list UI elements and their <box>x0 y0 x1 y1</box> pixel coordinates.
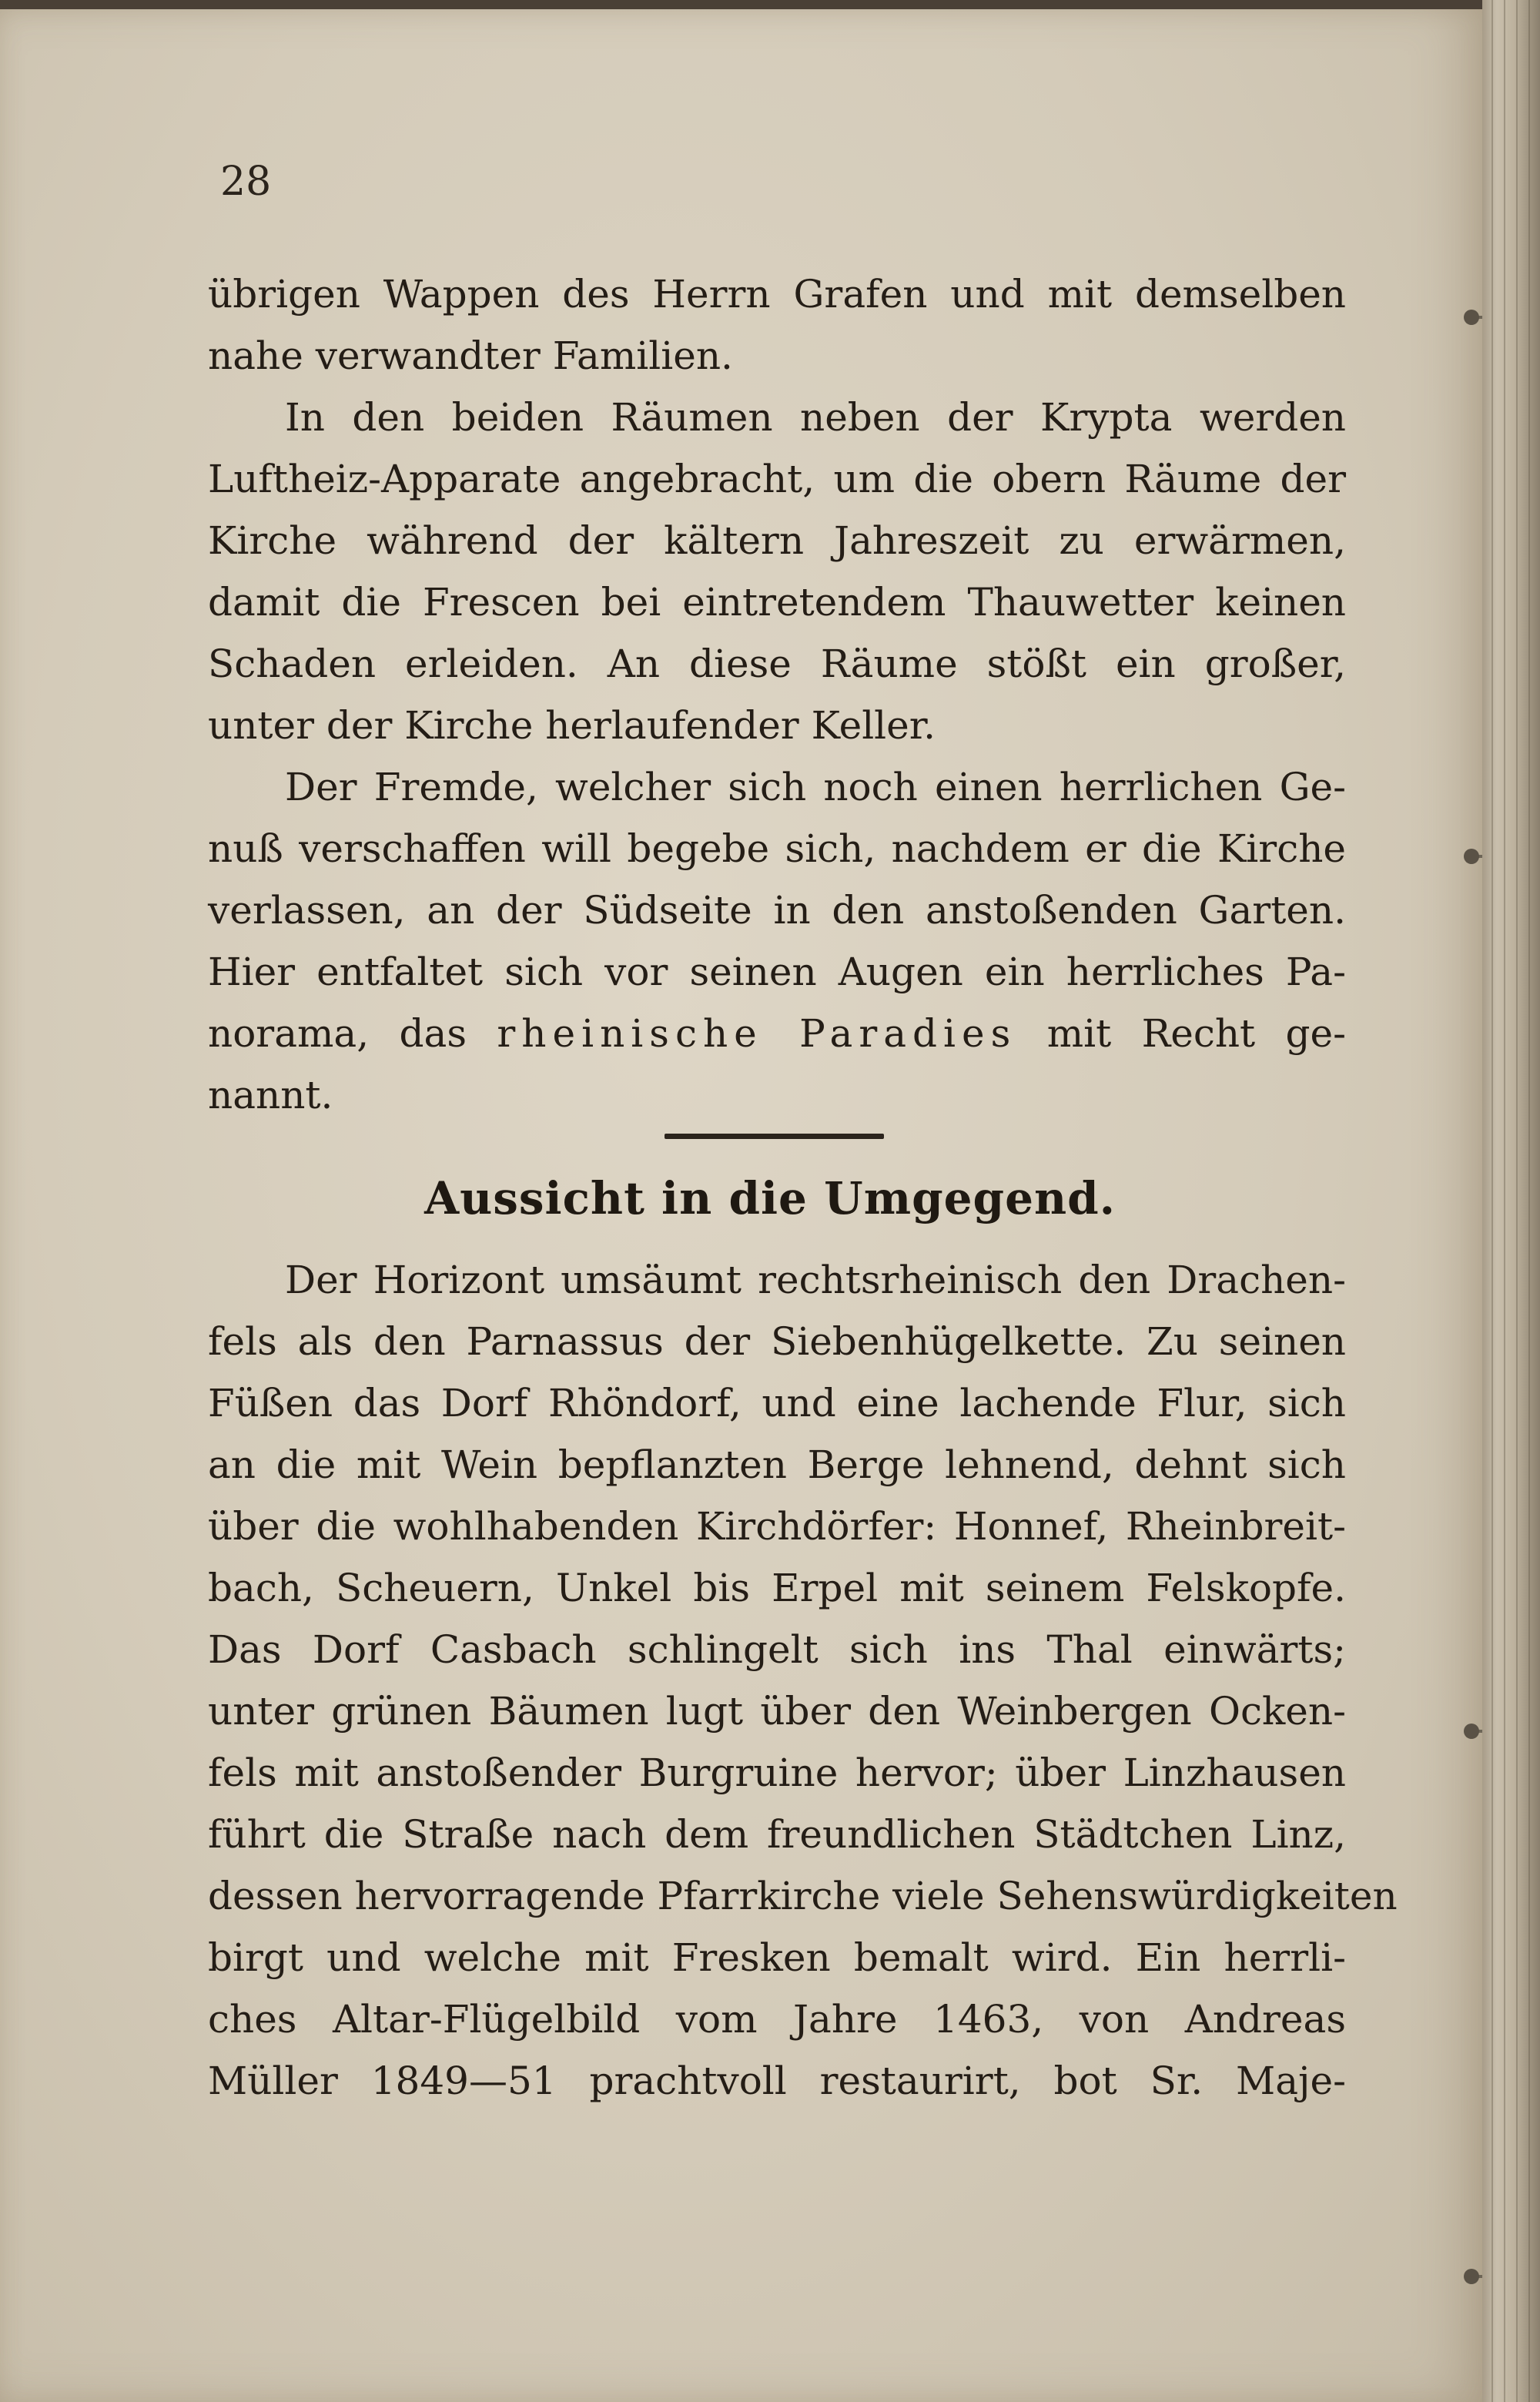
section-divider <box>665 1134 884 1139</box>
text-line: Schaden erleiden. An diese Räume stößt ein großer, <box>208 642 1346 686</box>
text-segment: mit Recht ge- <box>1046 1011 1347 1056</box>
text-line: fels als den Parnassus der Siebenhügelkette. Zu seinen <box>208 1319 1346 1364</box>
text-line: dessen hervorragende Pfarrkirche viele Sehenswürdigkeiten <box>208 1874 1398 1918</box>
page-stack-edge <box>1482 0 1540 2402</box>
text-line: In den beiden Räumen neben der Krypta werden <box>285 395 1346 440</box>
text-line: nannt. <box>208 1073 333 1117</box>
text-line: Füßen das Dorf Rhöndorf, und eine lachende Flur, sich <box>208 1381 1346 1425</box>
top-shadow-strip <box>0 0 1482 9</box>
text-line: birgt und welche mit Fresken bemalt wird. Ein herrli- <box>208 1935 1346 1980</box>
text-line: ches Altar-Flügelbild vom Jahre 1463, von Andreas <box>208 1997 1346 2042</box>
text-line: an die mit Wein bepflanzten Berge lehnend, dehnt sich <box>208 1442 1346 1487</box>
section-heading: Aussicht in die Umgegend. <box>424 1172 1116 1224</box>
text-line: unter der Kirche herlaufender Keller. <box>208 703 936 748</box>
text-block-upper <box>208 263 1346 1126</box>
text-line: führt die Straße nach dem freundlichen Städtchen Linz, <box>208 1812 1346 1857</box>
emphasized-text: rheinische Paradies <box>497 1011 1017 1056</box>
text-segment: norama, das <box>208 1011 467 1056</box>
text-line: unter grünen Bäumen lugt über den Weinbergen Ocken- <box>208 1689 1346 1734</box>
text-line: über die wohlhabenden Kirchdörfer: Honnef, Rheinbreit- <box>208 1504 1346 1549</box>
text-line: Luftheiz-Apparate angebracht, um die obern Räume der <box>208 457 1346 501</box>
text-line: fels mit anstoßender Burgruine hervor; über Linzhausen <box>208 1750 1346 1795</box>
text-line: Das Dorf Casbach schlingelt sich ins Thal einwärts; <box>208 1627 1346 1672</box>
text-line: Hier entfaltet sich vor seinen Augen ein herrliches Pa- <box>208 950 1346 994</box>
text-line: übrigen Wappen des Herrn Grafen und mit demselben <box>208 272 1346 317</box>
text-line: Müller 1849—51 prachtvoll restaurirt, bot Sr. Maje- <box>208 2059 1346 2103</box>
text-line-spaced <box>208 1003 1346 1064</box>
text-block-lower <box>208 1249 1398 2112</box>
text-line: bach, Scheuern, Unkel bis Erpel mit seinem Felskopfe. <box>208 1566 1346 1610</box>
text-line: Der Fremde, welcher sich noch einen herrlichen Ge- <box>285 765 1346 809</box>
text-line: Kirche während der kältern Jahreszeit zu erwärmen, <box>208 518 1346 563</box>
text-line: nuß verschaffen will begebe sich, nachdem er die Kirche <box>208 826 1346 871</box>
text-line: nahe verwandter Familien. <box>208 333 733 378</box>
text-line: damit die Frescen bei eintretendem Thauwetter keinen <box>208 580 1346 625</box>
text-line: Der Horizont umsäumt rechtsrheinisch den Drachen- <box>285 1258 1346 1302</box>
page-number: 28 <box>220 159 272 205</box>
text-line: verlassen, an der Südseite in den anstoßenden Garten. <box>208 888 1346 933</box>
